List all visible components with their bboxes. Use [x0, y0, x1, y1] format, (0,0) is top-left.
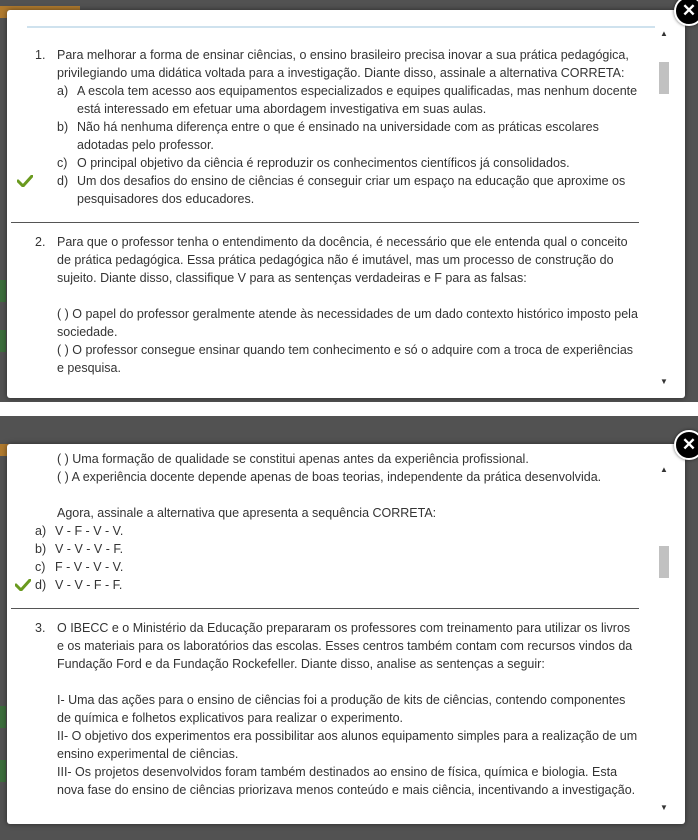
checkmark-icon	[15, 579, 31, 591]
question-number: 1.	[35, 48, 46, 62]
option-letter: d)	[57, 174, 69, 188]
option-letter: d)	[35, 578, 47, 592]
question-block	[35, 46, 639, 208]
arrow-up-icon[interactable]: ▲	[660, 465, 668, 474]
answer-options	[35, 522, 639, 594]
close-icon[interactable]: ✕	[674, 0, 698, 26]
question-text: Para que o professor tenha o entendimento da docência, é necessário que ele entenda qual o conceito de prática pedagógica. Essa prática pedagógica não é imutável, mas um processo de construção do sujeito. Diante disso, classifique V para as sentenças verdadeiras e F para as falsas:	[57, 235, 628, 285]
background-button	[0, 280, 6, 302]
question-text: I- Uma das ações para o ensino de ciências foi a produção de kits de ciências, contendo componentes de química e folhetos explicativos para realizar o experimento.	[57, 693, 626, 725]
screen-bottom	[0, 416, 698, 840]
option-text: F - V - V - V.	[55, 560, 124, 574]
background-button	[0, 330, 6, 352]
close-icon[interactable]: ✕	[674, 430, 698, 460]
option-letter: c)	[57, 156, 68, 170]
scrollbar[interactable]	[657, 28, 671, 388]
checkmark-icon	[17, 175, 33, 187]
question-number: 3.	[35, 621, 46, 635]
screenshot-separator	[0, 402, 698, 416]
question-number: 2.	[35, 235, 46, 249]
question-divider	[11, 222, 639, 223]
question-text: Para melhorar a forma de ensinar ciências, o ensino brasileiro precisa inovar a sua prática pedagógica, privilegiando uma didática voltada para a investigação. Diante disso, assinale a alternativa CORRETA:	[57, 48, 629, 80]
scrollbar-thumb[interactable]	[659, 546, 669, 578]
question-modal	[7, 444, 685, 824]
question-text: III- Os projetos desenvolvidos foram também destinados ao ensino de física, química e biologia. Esta nova fase do ensino de ciências priorizava menos conteúdo e mais ciência, incentivando a investigação.	[57, 765, 636, 797]
option-text: Um dos desafios do ensino de ciências é conseguir criar um espaço na educação que aproxime os pesquisadores dos educadores.	[77, 174, 626, 206]
arrow-down-icon[interactable]: ▼	[660, 803, 668, 812]
question-modal	[7, 10, 685, 398]
scrollbar-thumb[interactable]	[659, 62, 669, 94]
question-block	[35, 619, 639, 799]
option-text: V - V - F - F.	[55, 578, 123, 592]
modal-top-border	[27, 26, 655, 28]
option-text: A escola tem acesso aos equipamentos especializados e equipes qualificadas, mas nenhum docente está interessado em efetuar uma abordagem investigativa em suas aulas.	[77, 84, 638, 116]
scrollbar[interactable]	[657, 464, 671, 814]
option-letter: a)	[57, 84, 69, 98]
question-text: ( ) O papel do professor geralmente atende às necessidades de um dado contexto histórico imposto pela sociedade.	[57, 307, 638, 339]
question-text: O IBECC e o Ministério da Educação prepararam os professores com treinamento para utilizar os livros e os materiais para os laboratórios das escolas. Esses centros também contam com recursos vindos da Fundação Ford e da Fundação Rockefeller. Diante disso, analise as sentenças a seguir:	[57, 621, 633, 671]
question-text	[57, 673, 639, 691]
option-text: Não há nenhuma diferença entre o que é ensinado na universidade com as práticas escolares adotadas pelo professor.	[77, 120, 599, 152]
answer-option[interactable]	[57, 118, 639, 154]
answer-option[interactable]	[57, 154, 639, 172]
question-block	[35, 233, 639, 377]
questions-content	[35, 450, 639, 799]
option-text: V - V - V - F.	[55, 542, 124, 556]
question-text: Agora, assinale a alternativa que apresenta a sequência CORRETA:	[57, 506, 437, 520]
question-text: ( ) Uma formação de qualidade se constitui apenas antes da experiência profissional.	[57, 452, 529, 466]
question-text: ( ) A experiência docente depende apenas de boas teorias, independente da prática desenvolvida.	[57, 470, 602, 484]
answer-option[interactable]	[35, 540, 639, 558]
answer-option[interactable]	[35, 576, 639, 594]
option-letter: b)	[57, 120, 69, 134]
background-button	[0, 760, 6, 782]
option-text: V - F - V - V.	[55, 524, 124, 538]
answer-option[interactable]	[57, 172, 639, 208]
question-continuation	[35, 450, 639, 522]
question-text	[57, 486, 639, 504]
option-letter: c)	[35, 560, 46, 574]
question-text: ( ) O professor consegue ensinar quando tem conhecimento e só o adquire com a troca de experiências e pesquisa.	[57, 343, 634, 375]
background-button	[0, 706, 6, 728]
answer-option[interactable]	[35, 558, 639, 576]
question-divider	[11, 608, 639, 609]
option-text: O principal objetivo da ciência é reproduzir os conhecimentos científicos já consolidados.	[77, 156, 570, 170]
question-text	[57, 287, 639, 305]
answer-option[interactable]	[35, 522, 639, 540]
option-letter: a)	[35, 524, 47, 538]
screen-top	[0, 0, 698, 402]
option-letter: b)	[35, 542, 47, 556]
question-text: II- O objetivo dos experimentos era possibilitar aos alunos equipamento simples para a realização de um ensino experimental de ciências.	[57, 729, 638, 761]
questions-content	[35, 46, 639, 377]
arrow-down-icon[interactable]: ▼	[660, 377, 668, 386]
arrow-up-icon[interactable]: ▲	[660, 29, 668, 38]
answer-option[interactable]	[57, 82, 639, 118]
